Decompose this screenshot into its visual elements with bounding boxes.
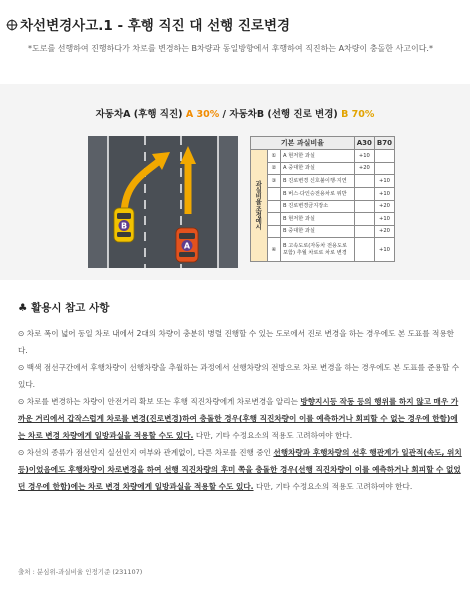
note-4 [18,444,463,495]
table-cell-a [354,213,374,226]
note-3-emphasis: 방향지시등 작동 등의 행위를 하지 않고 매우 가까운 거리에서 갑작스럽게 차로를 변경(진로변경)하여 충돌한 경우(후행 직진차량이 이를 예측하거나 회피할 수 없는 경우에 한함)에는 차로 변경 차량에게 일방과실을 적용할 수도 있다. [18,397,459,440]
table-cell-b: +10 [374,238,394,262]
table-cell-item: B 진로변경금지장소 [281,200,355,213]
note-4-tail: 다만, 기타 수정요소의 적용도 고려하여야 한다. [253,482,413,491]
table-cell-num: ② [268,162,281,175]
table-cell-a [354,200,374,213]
table-side-label: 과실비율 조정예시 [251,150,268,262]
crosshair-icon [6,19,18,31]
title-text: 차선변경사고.1 - 후행 직진 대 선행 진로변경 [20,18,291,34]
table-row [251,200,395,213]
section-heading [18,300,109,315]
table-cell-num: ① [268,150,281,163]
table-cell-num [268,225,281,238]
road-diagram [88,136,238,268]
heading-car-a-ratio: A 30% [185,109,220,120]
table-row [251,187,395,200]
table-cell-a [354,187,374,200]
table-cell-b: +10 [374,175,394,188]
table-row [251,238,395,262]
section-title: 활용시 참고 사항 [31,302,110,314]
table-cell-item: A 중대한 과실 [281,162,355,175]
table-cell-b [374,150,394,163]
table-header-a: A30 [354,137,374,150]
note-4-intro: ⊙ 차선의 종류가 점선인지 실선인지 여부와 관계없이, 다른 차로를 진행 중인 [18,448,274,457]
table-cell-a: +10 [354,150,374,163]
table-row [251,225,395,238]
table-cell-b: +20 [374,200,394,213]
table-cell-num: ④ [268,238,281,262]
table-cell-num [268,213,281,226]
note-3-tail: 다만, 기타 수정요소의 적용도 고려하여야 한다. [193,431,353,440]
source-note: 출처 : 분심위-과실비율 인정기준 (231107) [18,568,143,576]
note-2: ⊙ 백색 점선구간에서 후행차량이 선행차량을 추월하는 과정에서 선행차량의 전방으로 차로 변경을 하는 경우에도 본 도표를 준용할 수 있다. [18,363,460,389]
table-cell-a [354,225,374,238]
table-cell-b [374,162,394,175]
table-header-row [251,137,395,150]
note-1: ⊙ 차로 폭이 넓어 동일 차로 내에서 2대의 차량이 충분히 병렬 진행할 수 있는 도로에서 진로 변경을 하는 경우에도 본 도표를 적용한다. [18,329,454,355]
note-4-emphasis: 선행차량과 후행차량의 선후 행관계가 일관적(속도, 위치 등)이었음에도 후행차량이 차로변경을 하여 선행 직진차량의 후미 쪽을 충돌한 경우(선행 직진차량이 이를 예측하거나 회피할 수 없었던 경우에 한함)에는 차로 변경 차량에게 일방과실을 적용할 수도 있다. [18,448,462,491]
heading-car-a: 자동차A (후행 직진) [95,109,183,120]
club-icon: ♣ [18,302,28,314]
table-cell-item: B 중대한 과실 [281,225,355,238]
table-cell-a [354,238,374,262]
table-header-b: B70 [374,137,394,150]
table-cell-b: +10 [374,187,394,200]
car-a [176,228,198,262]
table-cell-a: +20 [354,162,374,175]
table-cell-b: +20 [374,225,394,238]
table-cell-num [268,187,281,200]
road-shoulder-left [88,136,108,268]
page-title [6,14,290,34]
accident-description: *도로를 선행하여 진행하다가 차로를 변경하는 B차량과 동일방향에서 후행하여 직진하는 A차량이 충돌한 사고이다.* [28,44,433,53]
heading-car-b: 자동차B (선행 진로 변경) [229,109,338,120]
road-shoulder-right [218,136,238,268]
note-3-intro: ⊙ 차로를 변경하는 차량이 안전거리 확보 또는 후행 직진차량에게 차로변경을 알리는 [18,397,301,406]
fault-ratio-table [250,136,395,262]
table-cell-item: B 진로변경 신호불이행·지연 [281,175,355,188]
table-row [251,150,395,163]
table-cell-item: A 현저한 과실 [281,150,355,163]
car-b [114,208,134,242]
note-3 [18,393,463,444]
table-cell-num [268,200,281,213]
table-cell-b: +10 [374,213,394,226]
notes-body [18,325,463,495]
table-cell-item: B 고속도로(자동차 전용도로 포함) 추월 차로로 차로 변경 [281,238,355,262]
fault-ratio-heading [0,106,470,120]
car-b-label: B [120,221,128,231]
table-cell-item: B 현저한 과실 [281,213,355,226]
table-cell-item: B 버스·다인승전용차로 위반 [281,187,355,200]
table-row [251,175,395,188]
table-row [251,162,395,175]
car-a-label: A [183,241,191,251]
table-row [251,213,395,226]
heading-car-b-ratio: B 70% [341,109,375,120]
heading-separator: / [219,109,230,120]
table-header-base: 기본 과실비율 [251,137,355,150]
table-cell-a [354,175,374,188]
table-cell-num: ③ [268,175,281,188]
